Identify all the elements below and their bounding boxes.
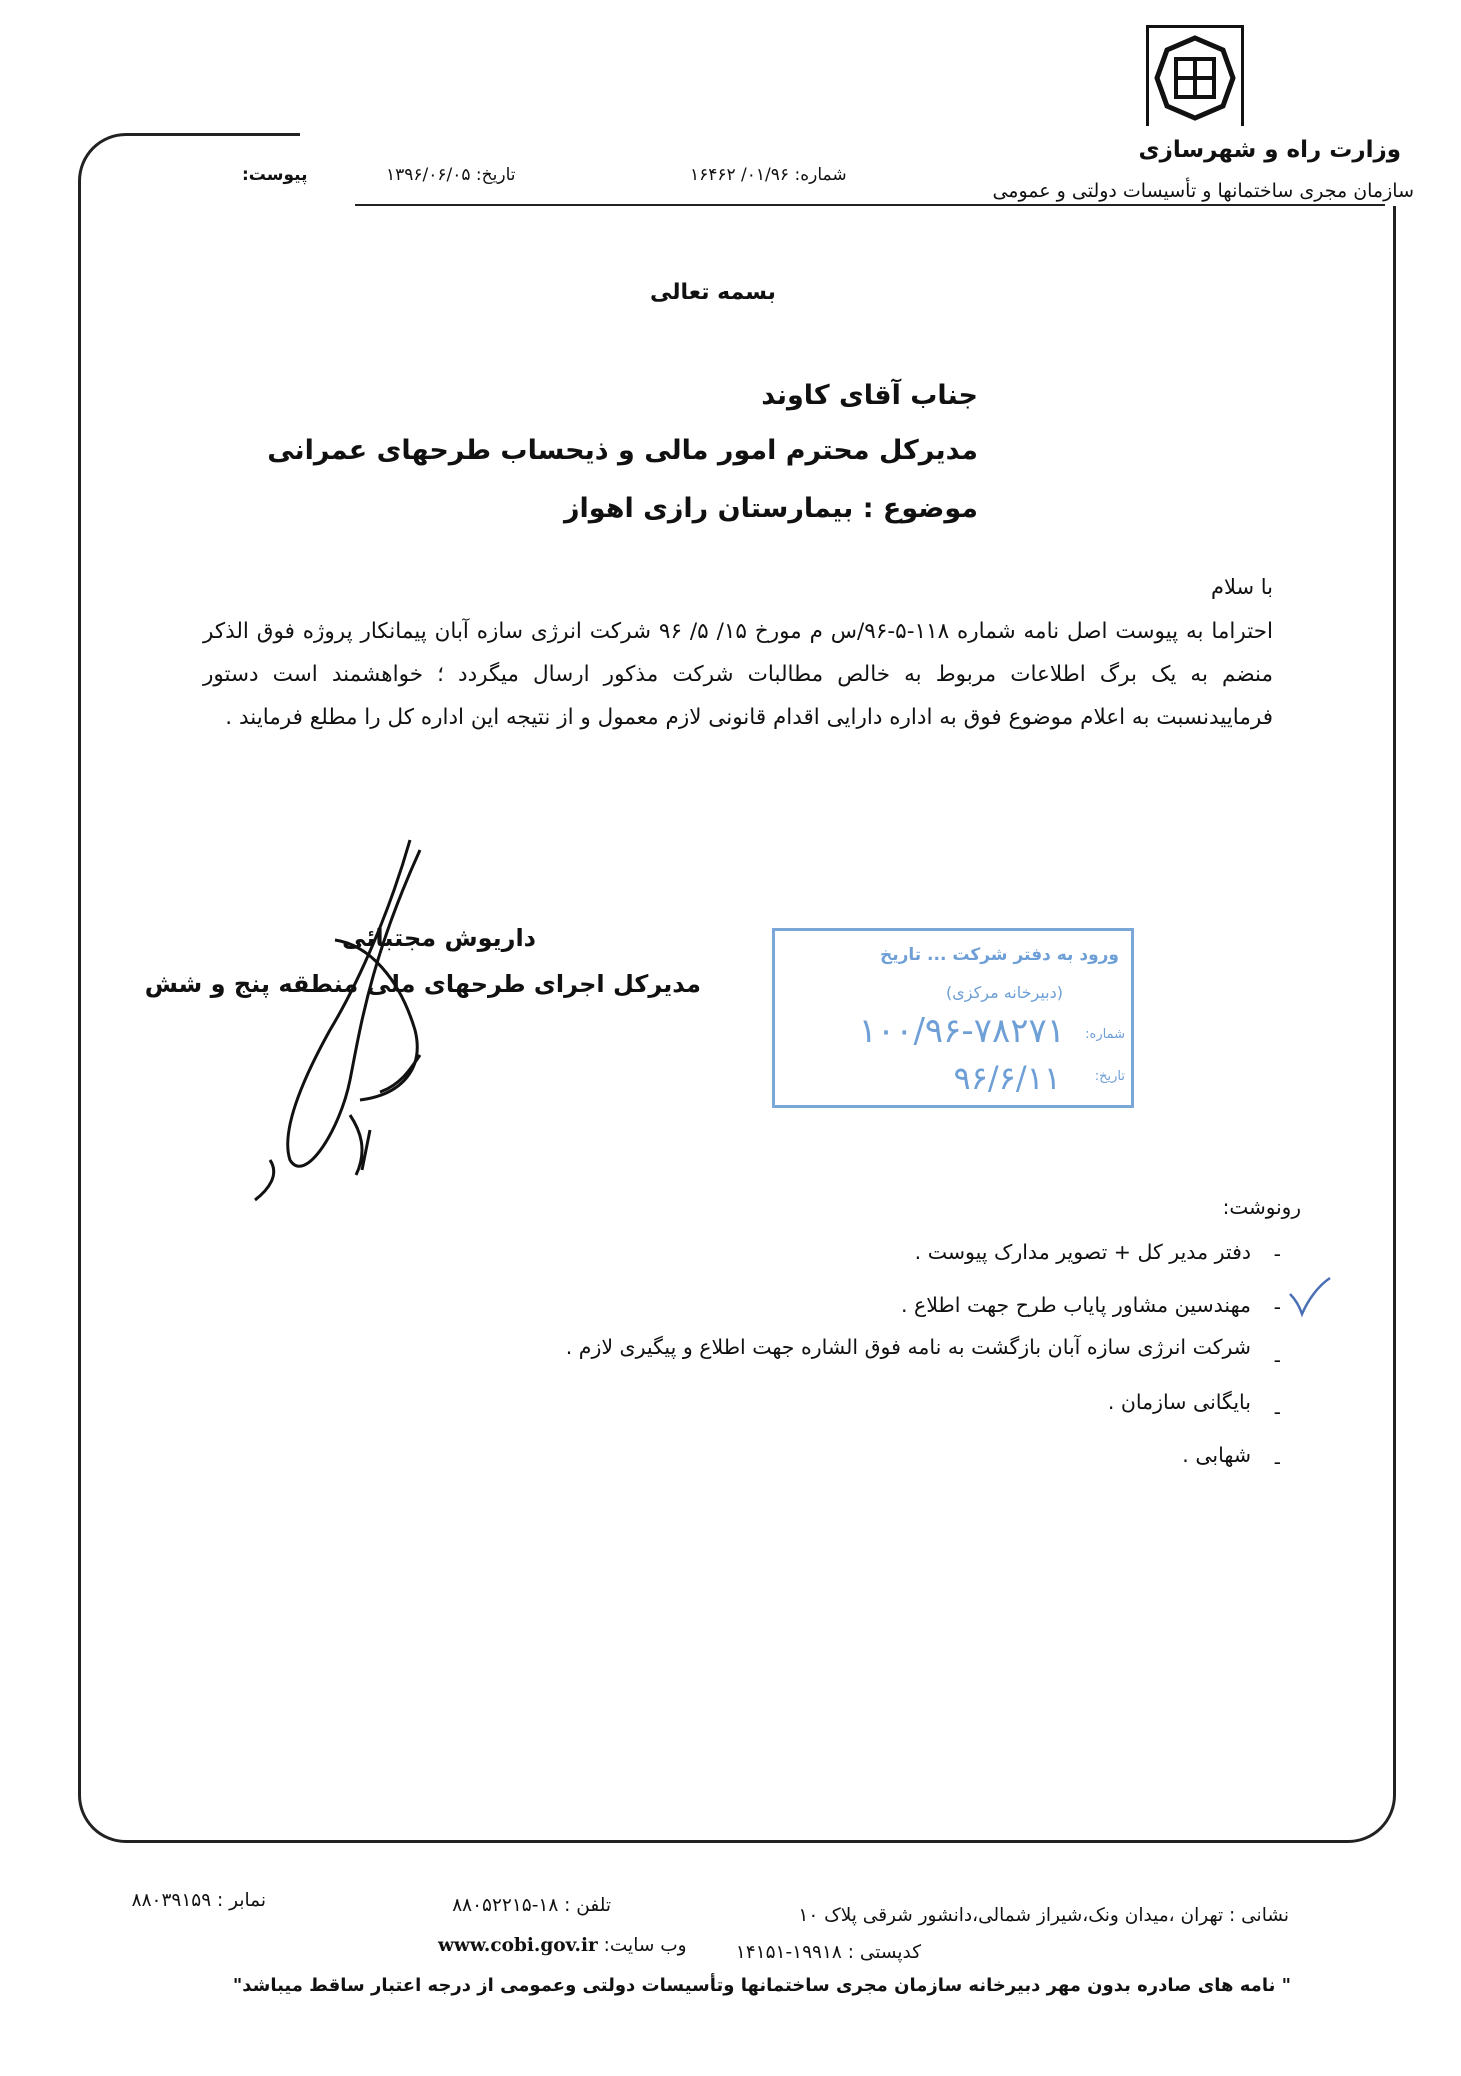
cc-dash: -	[1273, 1295, 1281, 1319]
registry-stamp	[772, 928, 1134, 1108]
cc-item: شهابی .	[1182, 1443, 1251, 1467]
attachment-label: پیوست:	[242, 165, 308, 185]
ministry-logo	[1146, 25, 1244, 133]
date-value: ۱۳۹۶/۰۶/۰۵	[386, 165, 471, 185]
footer-website	[438, 1935, 687, 1956]
footer-address: نشانی : تهران ،میدان ونک،شیراز شمالی،دانشور شرقی پلاک ۱۰	[798, 1905, 1289, 1926]
stamp-subheading: (دبیرخانه مرکزی)	[946, 983, 1063, 1002]
subject-line: موضوع : بیمارستان رازی اهواز	[564, 493, 978, 524]
cc-dash: -	[1273, 1348, 1281, 1372]
stamp-number-value: ۱۰۰/۹۶-۷۸۲۷۱	[858, 1011, 1065, 1051]
recipient-title: مدیرکل محترم امور مالی و ذیحساب طرحهای عمرانی	[267, 435, 978, 466]
cc-dash: -	[1273, 1400, 1281, 1424]
cc-dash: -	[1273, 1450, 1281, 1474]
number-label: شماره:	[794, 165, 847, 185]
organization-name: سازمان مجری ساختمانها و تأسیسات دولتی و عمومی	[992, 180, 1414, 202]
footer-postal-code: کدپستی : ۱۹۹۱۸-۱۴۱۵۱	[735, 1942, 921, 1963]
bismillah: بسمه تعالی	[650, 280, 776, 305]
recipient-name: جناب آقای کاوند	[761, 380, 978, 411]
signer-name: داریوش مجتبائی	[342, 924, 536, 952]
ministry-name: وزارت راه و شهرسازی	[1138, 137, 1401, 163]
letter-date	[386, 165, 515, 185]
date-label: تاریخ:	[475, 165, 516, 185]
cc-item: دفتر مدیر کل + تصویر مدارک پیوست .	[914, 1240, 1251, 1264]
footer-validity-note: " نامه های صادره بدون مهر دبیرخانه سازمان مجری ساختمانها وتأسیسات دولتی وعمومی از درجه اعتبار ساقط میباشد"	[232, 1975, 1291, 1996]
footer-phone: تلفن : ۱۸-۸۸۰۵۲۲۱۵	[452, 1895, 611, 1916]
logo-emblem-icon	[1149, 28, 1241, 130]
cc-dash: -	[1273, 1242, 1281, 1266]
stamp-date-label: تاریخ:	[1094, 1069, 1125, 1084]
cc-label: رونوشت:	[1222, 1195, 1301, 1219]
stamp-heading: ورود به دفتر شرکت ... تاریخ	[879, 945, 1119, 965]
cc-item: مهندسین مشاور پایاب طرح جهت اطلاع .	[900, 1293, 1251, 1317]
website-label: وب سایت:	[603, 1935, 687, 1956]
footer-fax: نمابر : ۸۸۰۳۹۱۵۹	[131, 1890, 266, 1911]
checkmark-icon	[1288, 1276, 1332, 1318]
stamp-date-value: ۹۶/۶/۱۱	[953, 1059, 1061, 1097]
number-value: ۰۱/۹۶/ ۱۶۴۶۲	[690, 165, 790, 185]
greeting: با سلام	[1210, 575, 1273, 599]
header-rule	[355, 204, 1385, 206]
cc-item: شرکت انرژی سازه آبان بازگشت به نامه فوق الشاره جهت اطلاع و پیگیری لازم .	[565, 1335, 1251, 1359]
letter-body: احتراما به پیوست اصل نامه شماره ۱۱۸-۵-۹۶/س م مورخ ۱۵/ ۵/ ۹۶ شرکت انرژی سازه آبان پیمانکار پروژه فوق الذکر منضم به یک برگ اطلاعات مربوط به خالص مطالبات شرکت مذکور ارسال میگردد ؛ خواهشمند است دستور فرمایید‌نسبت به اعلام موضوع فوق به اداره دارایی اقدام قانونی لازم معمول و از نتیجه این اداره کل را مطلع فرمایند .	[203, 619, 1274, 730]
signer-title: مدیرکل اجرای طرحهای ملی منطقه پنج و شش	[144, 970, 701, 998]
website-url[interactable]: www.cobi.gov.ir	[438, 1935, 598, 1956]
stamp-number-label: شماره:	[1085, 1027, 1125, 1042]
handwritten-signature-icon	[250, 830, 490, 1210]
letter-number	[690, 165, 847, 185]
cc-item: بایگانی سازمان .	[1107, 1390, 1251, 1414]
